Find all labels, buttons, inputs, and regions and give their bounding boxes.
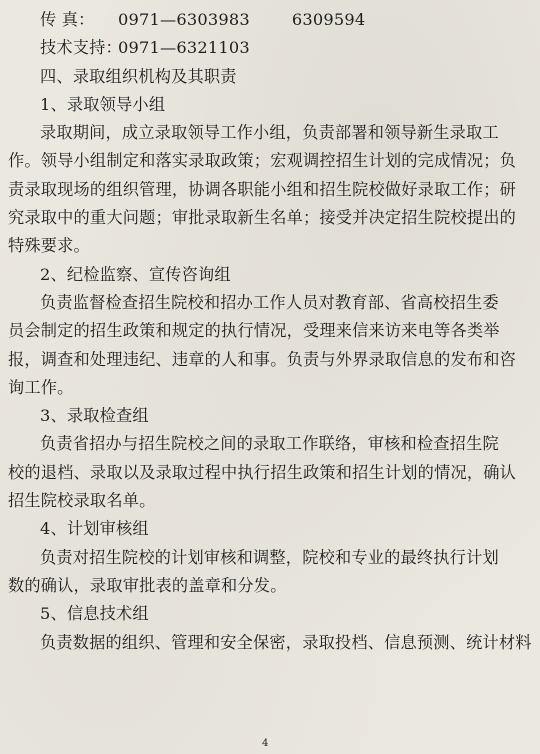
fax-extra-number: 6309594 (291, 10, 366, 29)
group-title: 4、计划审核组 (40, 519, 149, 539)
fax-number: 0971—6303983 (118, 10, 250, 29)
paragraph-line: 校的退档、录取以及录取过程中执行招生政策和招生计划的情况，确认 (8, 462, 517, 482)
paragraph-line: 员会制定的招生政策和规定的执行情况，受理来信来访来电等各类举 (8, 321, 500, 341)
group-title: 5、信息技术组 (40, 604, 149, 624)
paragraph-line: 特殊要求。 (8, 236, 90, 256)
paragraph-line: 招生院校录取名单。 (8, 491, 156, 511)
paragraph-line: 报，调查和处理违纪、违章的人和事。负责与外界录取信息的发布和咨 (8, 349, 517, 369)
paragraph-line: 作。领导小组制定和落实录取政策；宏观调控招生计划的完成情况；负 (8, 151, 517, 171)
support-number: 0971—6321103 (118, 38, 250, 58)
paragraph-line: 录取期间，成立录取领导工作小组，负责部署和领导新生录取工 (40, 123, 499, 143)
section-heading: 四、录取组织机构及其职责 (40, 66, 237, 86)
paragraph-line: 负责对招生院校的计划审核和调整，院校和专业的最终执行计划 (40, 547, 499, 567)
support-label: 技术支持： (40, 38, 122, 58)
group-title: 3、录取检查组 (40, 406, 149, 426)
paragraph-line: 责录取现场的组织管理，协调各职能小组和招生院校做好录取工作；研 (8, 179, 517, 199)
paragraph-line: 询工作。 (8, 377, 74, 397)
paragraph-line: 究录取中的重大问题；审批录取新生名单；接受并决定招生院校提出的 (8, 208, 517, 228)
fax-line (40, 6, 526, 34)
support-line (40, 34, 526, 62)
paragraph-line: 负责数据的组织、管理和安全保密，录取投档、信息预测、统计材料 (40, 632, 532, 652)
group-title: 1、录取领导小组 (40, 94, 166, 114)
page-number: 4 (262, 738, 269, 749)
paragraph-line: 负责监督检查招生院校和招办工作人员对教育部、省高校招生委 (40, 292, 499, 312)
fax-label: 传 真： (40, 10, 95, 29)
paragraph-line: 负责省招办与招生院校之间的录取工作联络，审核和检查招生院 (40, 434, 499, 454)
paragraph-line: 数的确认，录取审批表的盖章和分发。 (8, 575, 287, 595)
group-title: 2、纪检监察、宣传咨询组 (40, 264, 231, 284)
